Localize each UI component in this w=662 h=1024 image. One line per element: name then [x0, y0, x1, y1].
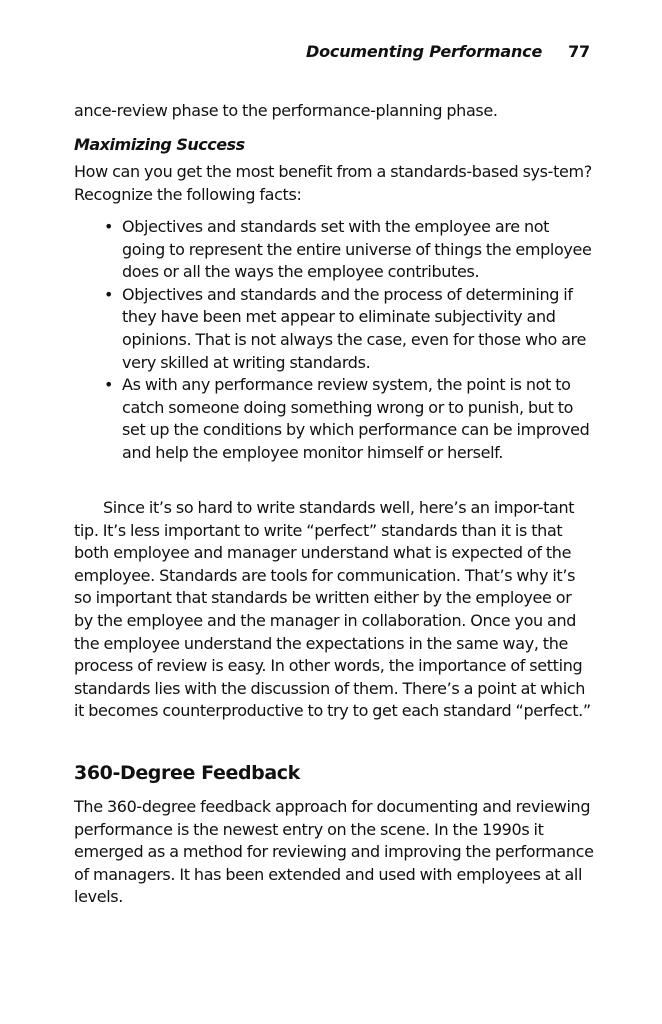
section-heading-360-feedback: 360-Degree Feedback: [74, 762, 300, 784]
bullet-icon: •: [104, 375, 114, 395]
list-item: [74, 284, 594, 374]
tip-paragraph: Since it’s so hard to write standards well, here’s an impor-tant tip. It’s less important to write “perfect” standards than it is that both employee and manager understand what is expected of the employee. Standards are tools for communication. That’s why it’s so important that standards be written either by the employee or by the employee and the manager in collaboration. Once you and the employee understand the expectations in the same way, the process of review is easy. In other words, the importance of setting standards lies with the discussion of them. There’s a point at which it becomes counterproductive to try to get each standard “perfect.”: [74, 498, 591, 721]
facts-bullet-list: [74, 216, 594, 465]
list-item-text: Objectives and standards set with the employee are not going to represent the entire universe of things the employee does or all the ways the employee contributes.: [122, 217, 592, 282]
list-item-text: Objectives and standards and the process of determining if they have been met appear to eliminate subjectivity and opinions. That is not always the case, even for those who are very skilled at writing standards.: [122, 284, 587, 372]
running-title: Documenting Performance: [306, 42, 543, 61]
list-item: [74, 374, 594, 464]
maximizing-success-heading: Maximizing Success: [74, 135, 245, 154]
bullet-icon: •: [104, 217, 114, 236]
intro-paragraph: How can you get the most benefit from a standards-based sys-tem? Recognize the following facts:: [74, 162, 592, 204]
bullet-icon: •: [104, 284, 114, 304]
running-header: [306, 42, 590, 61]
page-number: 77: [568, 42, 590, 61]
continuation-paragraph: ance-review phase to the performance-planning phase.: [74, 101, 498, 120]
list-item-text: As with any performance review system, the point is not to catch someone doing something wrong or to punish, but to set up the conditions by which performance can be improved and help the employee monitor himself or herself.: [122, 375, 590, 462]
list-item: [74, 216, 594, 284]
feedback-paragraph: The 360-degree feedback approach for documenting and reviewing performance is the newest entry on the scene. In the 1990s it emerged as a method for reviewing and improving the performance of managers. It has been extended and used with employees at all levels.: [74, 797, 594, 907]
